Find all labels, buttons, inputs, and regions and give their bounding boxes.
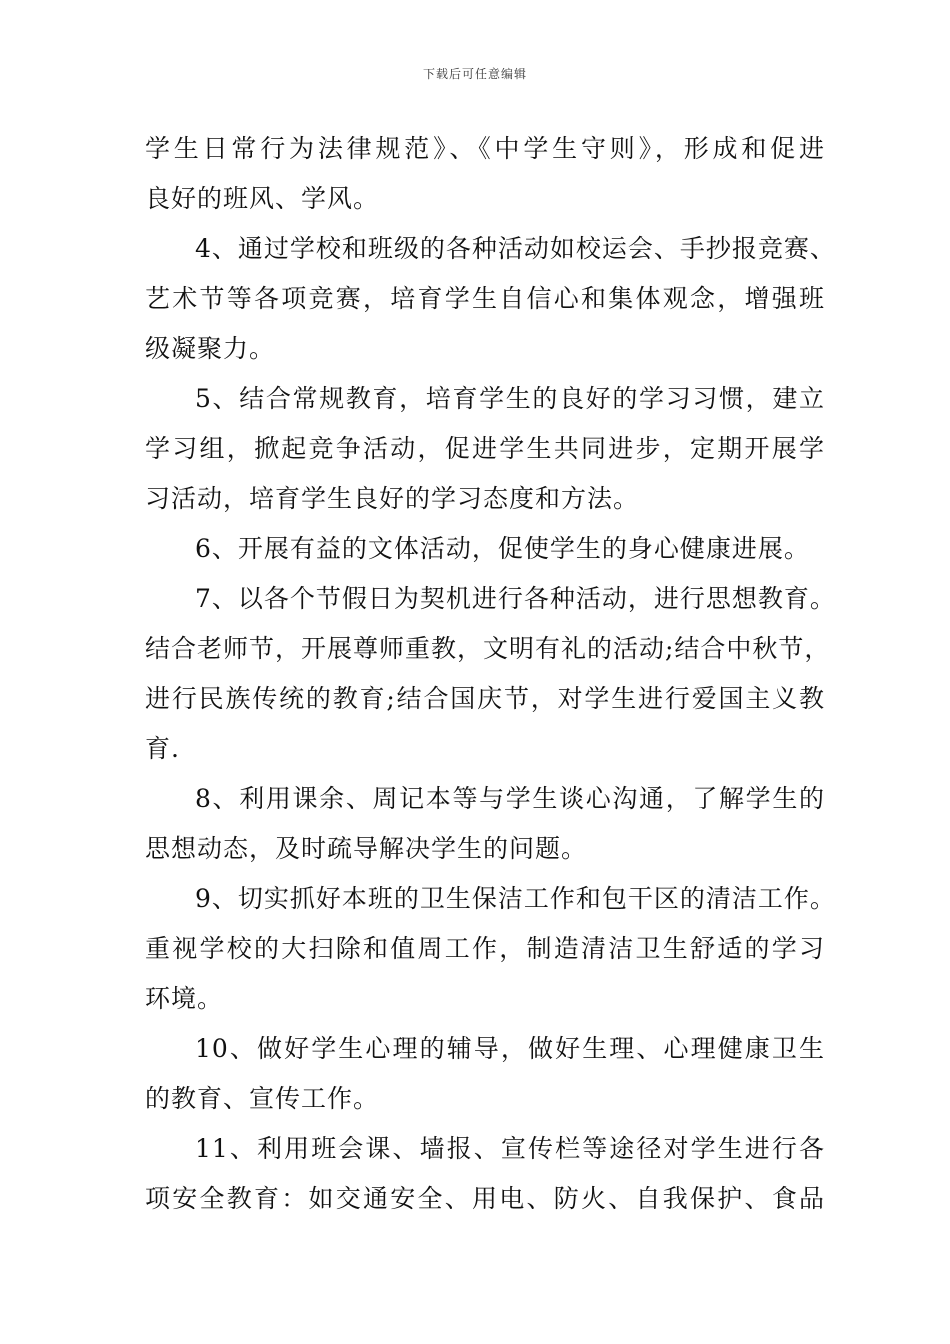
text-line: 艺术节等各项竞赛，培育学生自信心和集体观念，增强班 — [145, 284, 825, 313]
text-line: 学习组，掀起竞争活动，促进学生共同进步，定期开展学 — [145, 434, 825, 463]
text-line: 重视学校的大扫除和值周工作，制造清洁卫生舒适的学习 — [145, 934, 825, 963]
text-line: 5、结合常规教育，培育学生的良好的学习习惯，建立 — [195, 384, 825, 413]
text-line: 级凝聚力。 — [145, 334, 276, 363]
document-body — [145, 124, 836, 1224]
text-line: 10、做好学生心理的辅导，做好生理、心理健康卫生 — [195, 1034, 825, 1063]
text-line: 进行民族传统的教育;结合国庆节，对学生进行爱国主义教 — [145, 684, 825, 713]
text-line: 9、切实抓好本班的卫生保洁工作和包干区的清洁工作。 — [195, 884, 836, 913]
page-header: 下载后可任意编辑 — [422, 67, 527, 81]
text-line: 8、利用课余、周记本等与学生谈心沟通，了解学生的 — [195, 784, 825, 813]
text-line: 习活动，培育学生良好的学习态度和方法。 — [145, 484, 640, 513]
text-line: 7、以各个节假日为契机进行各种活动，进行思想教育。 — [195, 584, 836, 613]
text-line: 的教育、宣传工作。 — [145, 1084, 380, 1113]
text-line: 环境。 — [145, 984, 224, 1013]
text-line: 4、通过学校和班级的各种活动如校运会、手抄报竞赛、 — [195, 234, 836, 263]
text-line: 结合老师节，开展尊师重教，文明有礼的活动;结合中秋节， — [145, 634, 831, 663]
text-line: 思想动态，及时疏导解决学生的问题。 — [145, 834, 588, 863]
text-line: 11、利用班会课、墙报、宣传栏等途径对学生进行各 — [195, 1134, 825, 1163]
text-line: 项安全教育：如交通安全、用电、防火、自我保护、食品 — [145, 1184, 825, 1213]
text-line: 良好的班风、学风。 — [145, 184, 380, 213]
text-line: 6、开展有益的文体活动，促使学生的身心健康进展。 — [195, 534, 810, 563]
text-line: 学生日常行为法律规范》、《中学生守则》，形成和促进 — [145, 134, 825, 163]
text-line: 育. — [145, 734, 180, 763]
